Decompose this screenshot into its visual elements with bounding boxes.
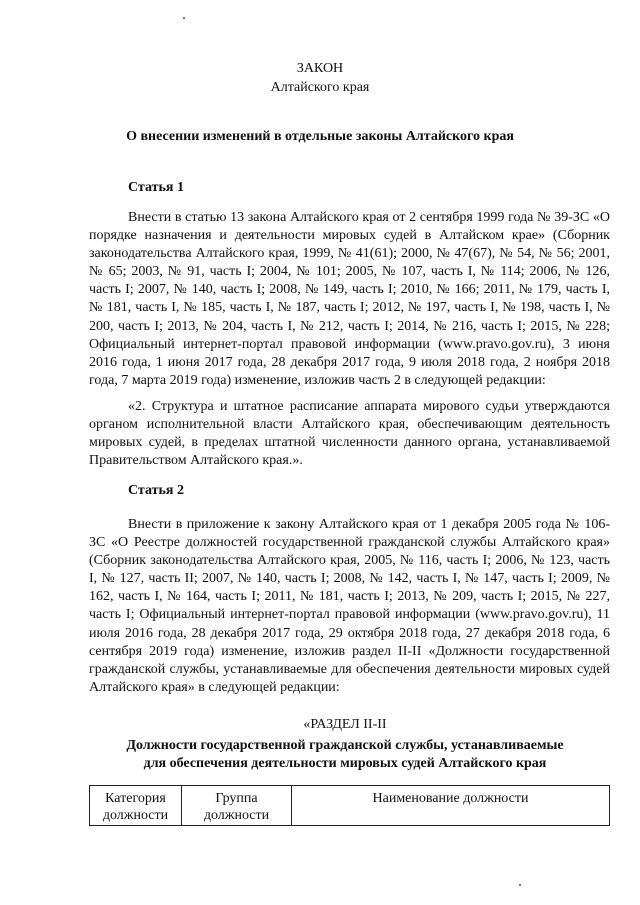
header-cell-group <box>182 786 292 826</box>
law-subject: О внесении изменений в отдельные законы Алтайского края <box>126 129 514 144</box>
header-cell-position-name <box>292 786 610 826</box>
law-region: Алтайского края <box>270 80 370 95</box>
scan-speck <box>519 884 521 886</box>
header-cell-group-line-1: Группа <box>215 791 258 806</box>
article-1-paragraph-2: «2. Структура и штатное расписание аппарата мирового судьи утверждаются органом исполнительной власти Алтайского края, обеспечивающим деятельность мировых судей, в пределах штатной численности данного органа, устанавливаемой Правительством Алтайского края.». <box>89 399 610 469</box>
header-cell-group-line-2: должности <box>203 808 270 823</box>
section-title: «РАЗДЕЛ II-II <box>303 717 387 732</box>
header-cell-category-line-2: должности <box>102 808 169 823</box>
header-cell-category-line-1: Категория <box>105 791 166 806</box>
article-2-paragraph-1: Внести в приложение к закону Алтайского края от 1 декабря 2005 года № 106-ЗС «О Реестре должностей государственной гражданской службы Алтайского края» (Сборник законодательства Алтайского края, 2005, № 116, часть I; 2006, № 123, часть I, № 127, часть II; 2007, № 140, часть I; 2008, № 142, часть I, № 147, часть I; 2009, № 162, часть I, № 164, часть I; 2011, № 181, часть I; 2013, № 209, часть I; 2015, № 227, часть I; Официальный интернет-портал правовой информации (www.pravo.gov.ru), 11 июля 2016 года, 28 декабря 2017 года, 29 октября 2018 года, 27 декабря 2018 года, 6 сентября 2019 года) изменение, изложив раздел II-II «Должности государственной гражданской службы, устанавливаемые для обеспечения деятельности мировых судей Алтайского края» в следующей редакции: <box>89 517 610 695</box>
header-cell-position-name-text: Наименование должности <box>372 791 529 806</box>
section-subtitle-line-2: для обеспечения деятельности мировых судей Алтайского края <box>143 756 547 771</box>
header-cell-category <box>90 786 182 826</box>
article-1-heading: Статья 1 <box>128 180 184 195</box>
scan-speck <box>183 17 185 19</box>
section-subtitle-line-1: Должности государственной гражданской службы, устанавливаемые <box>126 738 564 753</box>
law-title: ЗАКОН <box>296 61 344 76</box>
article-2-heading: Статья 2 <box>128 483 184 498</box>
article-1-paragraph-1: Внести в статью 13 закона Алтайского края от 2 сентября 1999 года № 39-ЗС «О порядке назначения и деятельности мировых судей в Алтайском крае» (Сборник законодательства Алтайского края, 1999, № 41(61); 2000, № 47(67), № 54, № 56; 2001, № 65; 2003, № 91, часть I; 2004, № 101; 2005, № 107, часть I, № 114; 2006, № 126, часть I; 2007, № 140, часть I; 2008, № 149, часть I; 2010, № 166; 2011, № 179, часть I, № 181, часть I, № 185, часть I, № 187, часть I; 2012, № 197, часть I, № 198, часть I, № 200, часть I; 2013, № 204, часть I, № 212, часть I; 2014, № 216, часть I; 2015, № 228; Официальный интернет-портал правовой информации (www.pravo.gov.ru), 3 июня 2016 года, 1 июня 2017 года, 28 декабря 2017 года, 9 июля 2018 года, 2 ноября 2018 года, 7 марта 2019 года) изменение, изложив часть 2 в следующей редакции: <box>89 210 610 388</box>
table-header-row <box>90 786 610 826</box>
positions-table <box>89 785 610 826</box>
